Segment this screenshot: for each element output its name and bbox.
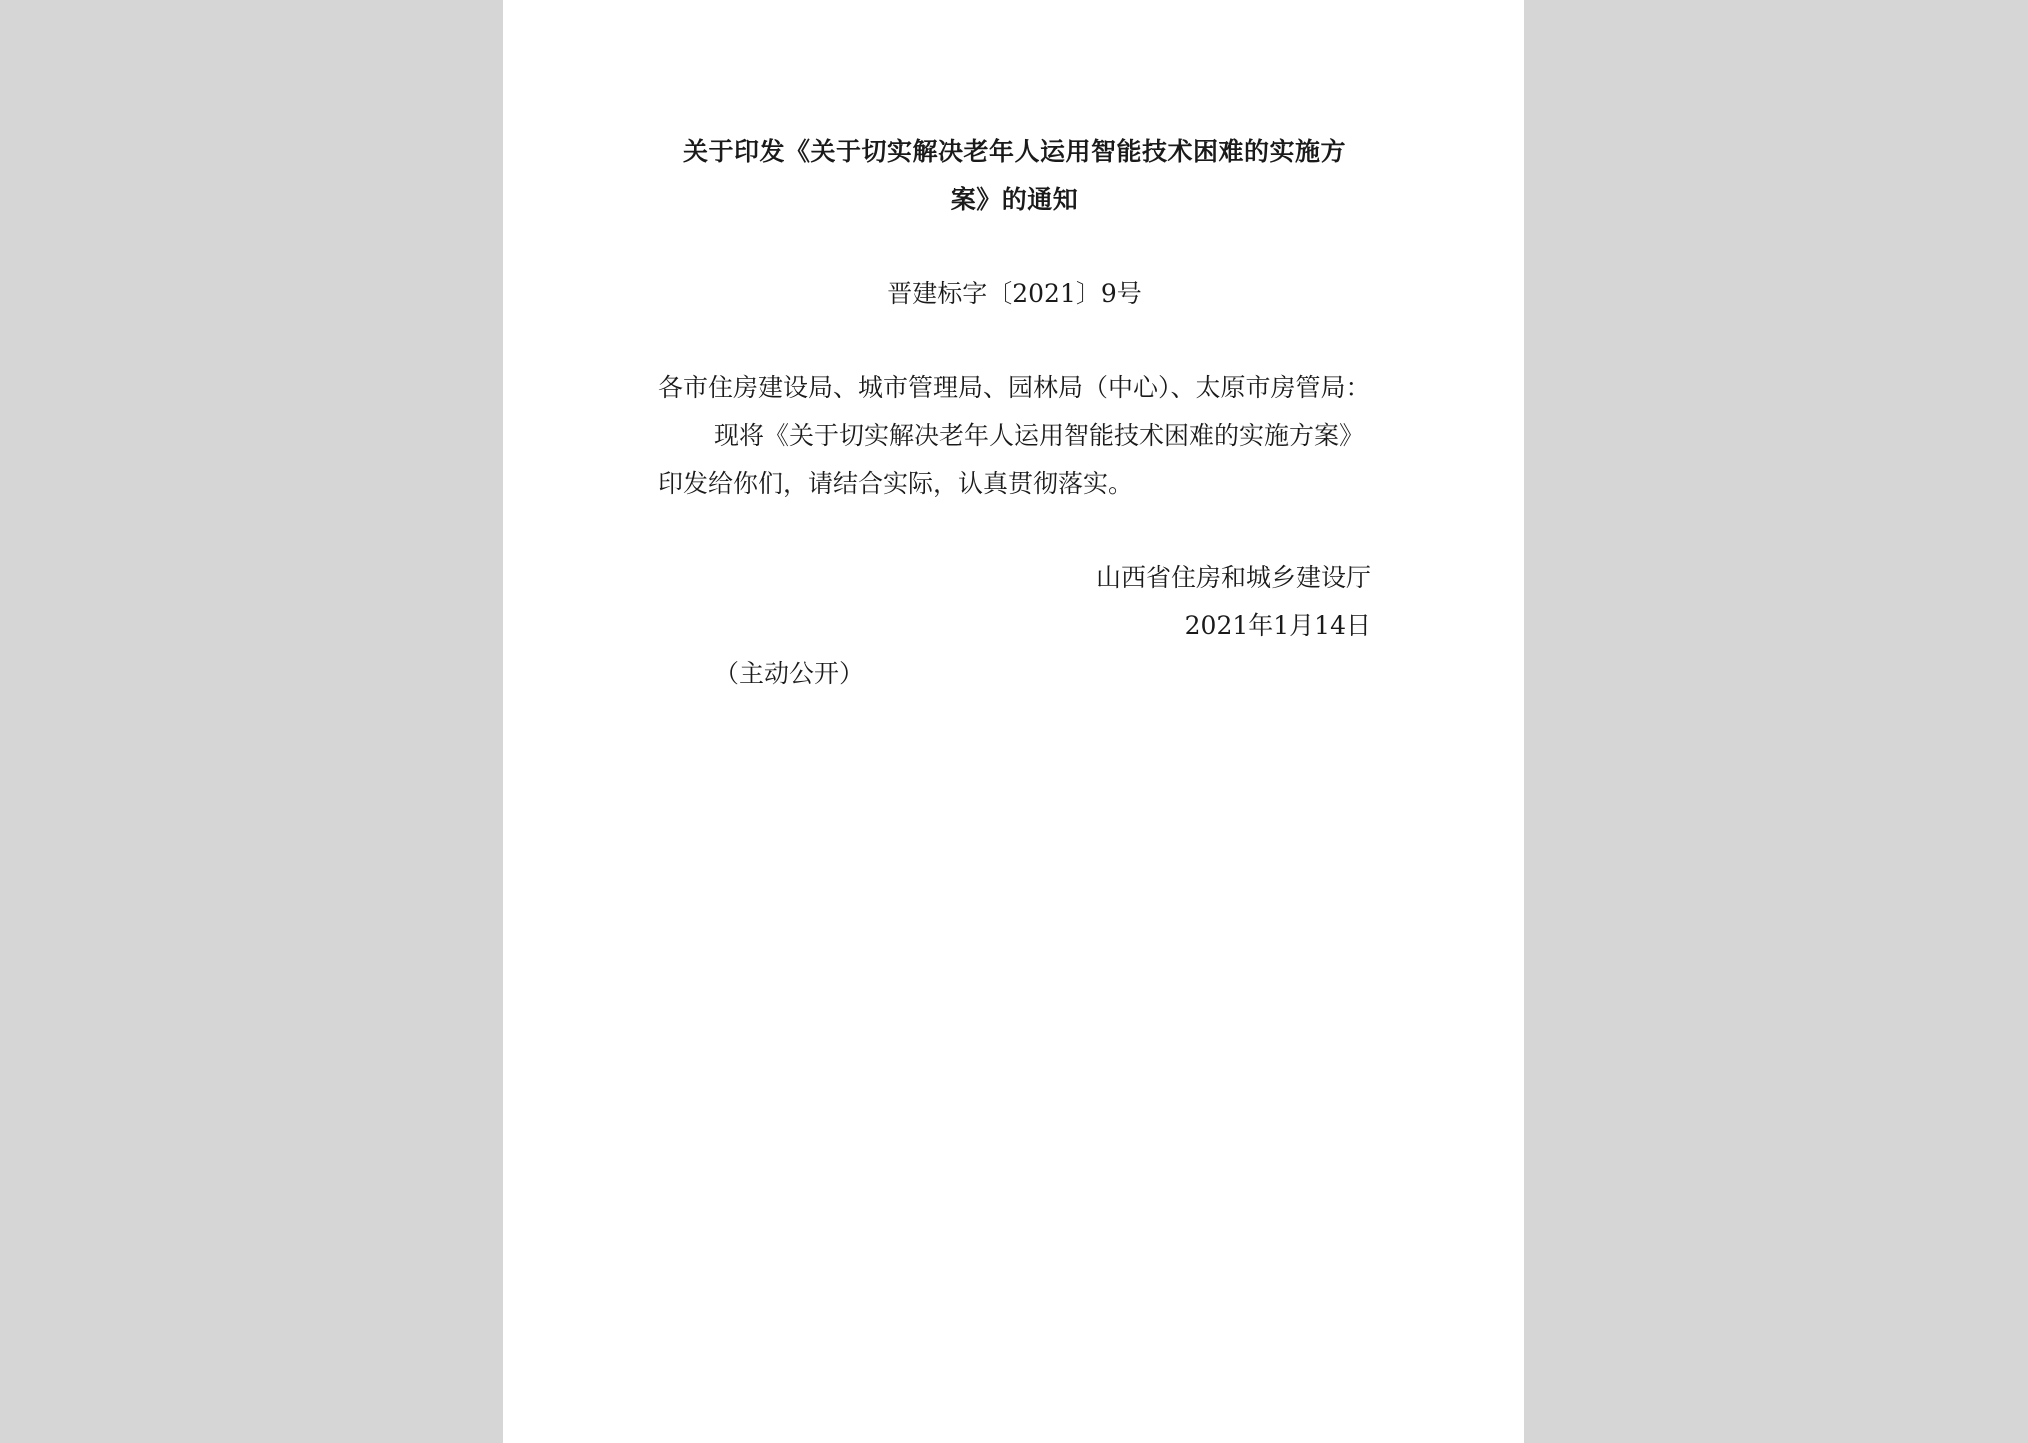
title-line-2: 案》的通知 [950,185,1079,214]
addressee: 各市住房建设局、城市管理局、园林局（中心）、太原市房管局： [658,373,1371,402]
disclosure-note: （主动公开） [714,659,865,688]
body-paragraph: 现将《关于切实解决老年人运用智能技术困难的实施方案》印发给你们，请结合实际，认真贯彻落实。 [658,421,1365,498]
signature-block [658,554,1371,650]
issuing-authority: 山西省住房和城乡建设厅 [1095,563,1371,592]
document-title [658,128,1371,224]
document-number: 晋建标字〔2021〕9号 [887,279,1142,308]
document-content [658,128,1371,698]
issue-date: 2021年1月14日 [1184,611,1371,640]
document-page [503,0,1524,1443]
title-line-1: 关于印发《关于切实解决老年人运用智能技术困难的实施方 [682,137,1346,166]
